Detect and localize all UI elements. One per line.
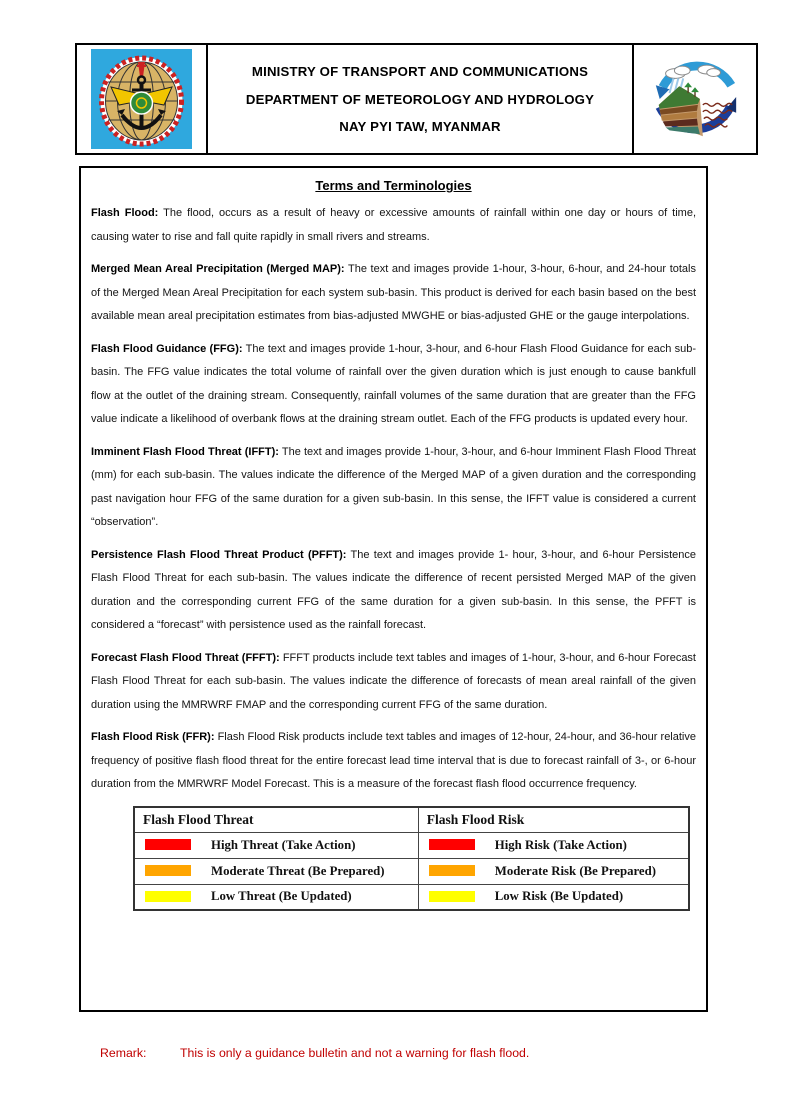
legend-label: Moderate Risk (Be Prepared) bbox=[494, 863, 656, 878]
cell-high-threat bbox=[134, 832, 418, 858]
department-name: DEPARTMENT OF METEOROLOGY AND HYDROLOGY bbox=[245, 91, 595, 107]
term-label: Forecast Flash Flood Threat (FFFT): bbox=[91, 651, 280, 664]
letterhead bbox=[75, 43, 758, 155]
location-name: NAY PYI TAW, MYANMAR bbox=[339, 119, 501, 135]
paragraph-pfft bbox=[91, 544, 696, 638]
term-definition: The text and images provide 1- hour, 3-hour, and 6-hour Persistence Flash Flood Threat for each sub-basin. The values indicate the difference of recent persisted Merged MAP of the given duration and the corresponding current FFG of the same duration for a given sub-basin. In this sense, the PFFT is considered a “forecast” with persistence used as the rainfall forecast. bbox=[91, 548, 696, 631]
red-swatch-icon bbox=[145, 839, 191, 850]
term-label: Flash Flood Risk (FFR): bbox=[91, 731, 215, 743]
right-logo-cell bbox=[634, 45, 756, 153]
table-row-moderate bbox=[134, 858, 689, 884]
term-definition: The text and images provide 1-hour, 3-hour, and 6-hour Flash Flood Guidance for each sub-basin. The FFG value indicates the total volume of rainfall over the given duration which is just enough to cause bankfull flow at the outlet of the draining stream. Consequently, rainfall volumes of the same duration that are greater than the FFG value indicate a likelihood of overbank flows at the draining stream outlet. Each of the FFG products is updated every hour. bbox=[91, 342, 696, 425]
paragraph-merged-map bbox=[91, 258, 696, 329]
water-cycle-emblem-icon bbox=[645, 50, 745, 148]
cell-low-threat bbox=[134, 884, 418, 910]
term-label: Flash Flood Guidance (FFG): bbox=[91, 342, 243, 355]
term-definition: Flash Flood Risk products include text tables and images of 12-hour, 24-hour, and 36-hour relative frequency of positive flash flood threat for the entire forecast lead time interval that is due to forecast rainfall of 3-, or 6-hour duration from the MMRWRF Model Forecast. This is a measure of the forecast flash flood occurrence frequency. bbox=[91, 731, 696, 790]
cell-moderate-risk bbox=[418, 858, 689, 884]
term-definition: FFFT products include text tables and images of 1-hour, 3-hour, and 6-hour Forecast Flash Flood Threat for each sub-basin. The values indicate the difference of forecasts of mean areal rainfall of the given duration using the MMRWRF FMAP and the corresponding current FFG of the same duration. bbox=[91, 651, 696, 711]
paragraph-ffg bbox=[91, 338, 696, 432]
term-label: Merged Mean Areal Precipitation (Merged MAP): bbox=[91, 263, 345, 275]
column-header-risk: Flash Flood Risk bbox=[418, 807, 689, 833]
remark-label: Remark: bbox=[100, 1046, 147, 1060]
table-row-low bbox=[134, 884, 689, 910]
paragraph-ffft bbox=[91, 647, 696, 718]
letterhead-titles bbox=[208, 45, 634, 153]
column-header-threat: Flash Flood Threat bbox=[134, 807, 418, 833]
paragraph-flash-flood bbox=[91, 202, 696, 249]
threat-risk-legend-table bbox=[133, 806, 690, 912]
term-definition: The flood, occurs as a result of heavy or excessive amounts of rainfall within one day or hours of time, causing water to rise and fall quite rapidly in small rivers and streams. bbox=[91, 207, 696, 243]
ministry-emblem-icon bbox=[91, 49, 192, 149]
terms-content-box bbox=[79, 166, 708, 1012]
red-swatch-icon bbox=[429, 839, 475, 850]
cell-high-risk bbox=[418, 832, 689, 858]
term-label: Persistence Flash Flood Threat Product (PFFT): bbox=[91, 548, 347, 561]
table-row-high bbox=[134, 832, 689, 858]
term-definition: The text and images provide 1-hour, 3-hour, and 6-hour Imminent Flash Flood Threat (mm) for each sub-basin. The values indicate the difference of the Merged MAP of a given duration and the corresponding past navigation hour FFG of the same duration for a given sub-basin. In this sense, the IFFT value is considered a current “observation”. bbox=[91, 445, 696, 528]
yellow-swatch-icon bbox=[429, 891, 475, 902]
page-title: Terms and Terminologies bbox=[315, 178, 472, 193]
orange-swatch-icon bbox=[145, 865, 191, 876]
paragraph-ifft bbox=[91, 441, 696, 535]
left-logo-cell bbox=[77, 45, 208, 153]
cell-moderate-threat bbox=[134, 858, 418, 884]
term-label: Imminent Flash Flood Threat (IFFT): bbox=[91, 445, 279, 458]
legend-label: High Risk (Take Action) bbox=[494, 837, 627, 852]
remark-text: This is only a guidance bulletin and not a warning for flash flood. bbox=[180, 1046, 530, 1060]
orange-swatch-icon bbox=[429, 865, 475, 876]
ministry-name: MINISTRY OF TRANSPORT AND COMMUNICATIONS bbox=[251, 63, 589, 79]
term-label: Flash Flood: bbox=[91, 207, 159, 219]
legend-label: Low Threat (Be Updated) bbox=[211, 889, 352, 904]
legend-label: High Threat (Take Action) bbox=[211, 837, 356, 852]
yellow-swatch-icon bbox=[145, 891, 191, 902]
legend-label: Low Risk (Be Updated) bbox=[494, 889, 624, 904]
paragraph-ffr bbox=[91, 726, 696, 797]
cell-low-risk bbox=[418, 884, 689, 910]
legend-label: Moderate Threat (Be Prepared) bbox=[211, 863, 385, 878]
table-header-row bbox=[134, 807, 689, 833]
term-definition: The text and images provide 1-hour, 3-hour, 6-hour, and 24-hour totals of the Merged Mean Areal Precipitation for each system sub-basin. This product is derived for each basin based on the best available mean areal precipitation estimates from bias-adjusted MWGHE or bias-adjusted GHE or the gauge interpolations. bbox=[91, 263, 696, 322]
remark-note bbox=[100, 1046, 720, 1060]
